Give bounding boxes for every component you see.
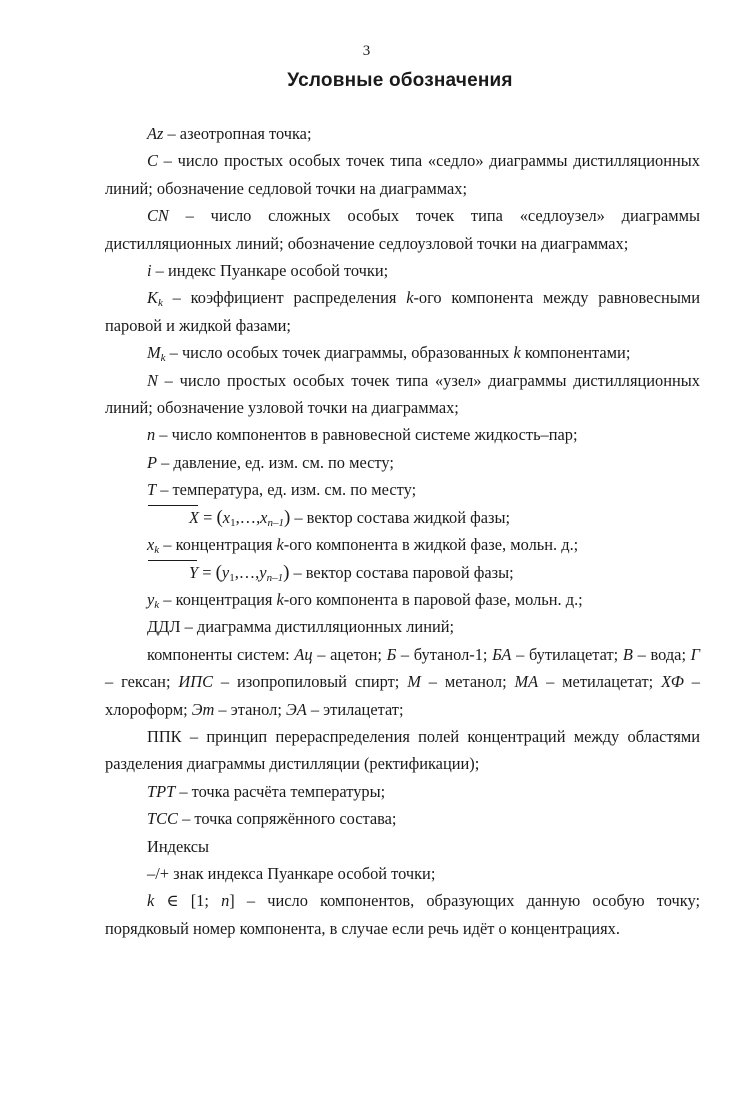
entry-trt: ТРТ – точка расчёта температуры; — [147, 781, 386, 801]
entry-x-vector: $X = (x_1,\dots,x_{n-1})$ – вектор состава жидкой фазы; — [105, 504, 700, 531]
entry-t: T – температура, ед. изм. см. по месту; — [147, 480, 417, 500]
entry-mk: $M_k$ – число особых точек диаграммы, образованных k компонентами; — [147, 343, 631, 365]
entry-components: компоненты систем: Ац – ацетон; Б – бутанол-1; БА – бутилацетат; В – вода; Г – гексан; ИПС – изопропиловый спирт; М – метанол; МА – метилацетат; ХФ – хлороформ; Эт – этанол; ЭА – этилацетат; — [105, 644, 700, 719]
notation-list — [105, 120, 700, 942]
entry-tss: ТСС – точка сопряжённого состава; — [147, 809, 397, 829]
entry-y-vector: $Y = (y_1,\dots,y_{n-1})$ – вектор состава паровой фазы; — [105, 559, 700, 586]
entry-sign-index: –/+ знак индекса Пуанкаре особой точки; — [147, 863, 436, 883]
entry-kk: $K_k$ – коэффициент распределения k-ого компонента между равновесными паровой и жидкой фазами; — [105, 288, 700, 335]
entry-p: P – давление, ед. изм. см. по месту; — [147, 452, 394, 472]
entry-cn: CN – число сложных особых точек типа «седлоузел» диаграммы дистилляционных линий; обозначение седлоузловой точки на диаграммах; — [105, 206, 700, 253]
entry-c: C – число простых особых точек типа «седло» диаграммы дистилляционных линий; обозначение седловой точки на диаграммах; — [105, 151, 700, 198]
entry-ppk: ППК – принцип перераспределения полей концентраций между областями разделения диаграммы дистилляции (ректификации); — [105, 726, 700, 774]
entry-ddl: ДДЛ – диаграмма дистилляционных линий; — [147, 617, 455, 637]
indices-heading: Индексы — [147, 836, 210, 856]
entry-az: Az – азеотропная точка; — [147, 124, 312, 143]
entry-n-node: N – число простых особых точек типа «узел» диаграммы дистилляционных линий; обозначение узловой точки на диаграммах; — [105, 370, 700, 418]
entry-i: i – индекс Пуанкаре особой точки; — [147, 261, 389, 281]
page-number: 3 — [362, 43, 371, 59]
page-title: Условные обозначения — [287, 70, 513, 91]
entry-n: n – число компонентов в равновесной системе жидкость–пар; — [147, 425, 578, 445]
entry-yk: $y_k$ – концентрация k-ого компонента в паровой фазе, мольн. д.; — [147, 589, 583, 611]
entry-xk: $x_k$ – концентрация k-ого компонента в жидкой фазе, мольн. д.; — [147, 535, 579, 557]
entry-k-range: k ∈ [1; n] – число компонентов, образующих данную особую точку; порядковый номер компонента, в случае если речь идёт о концентрациях. — [105, 891, 700, 938]
